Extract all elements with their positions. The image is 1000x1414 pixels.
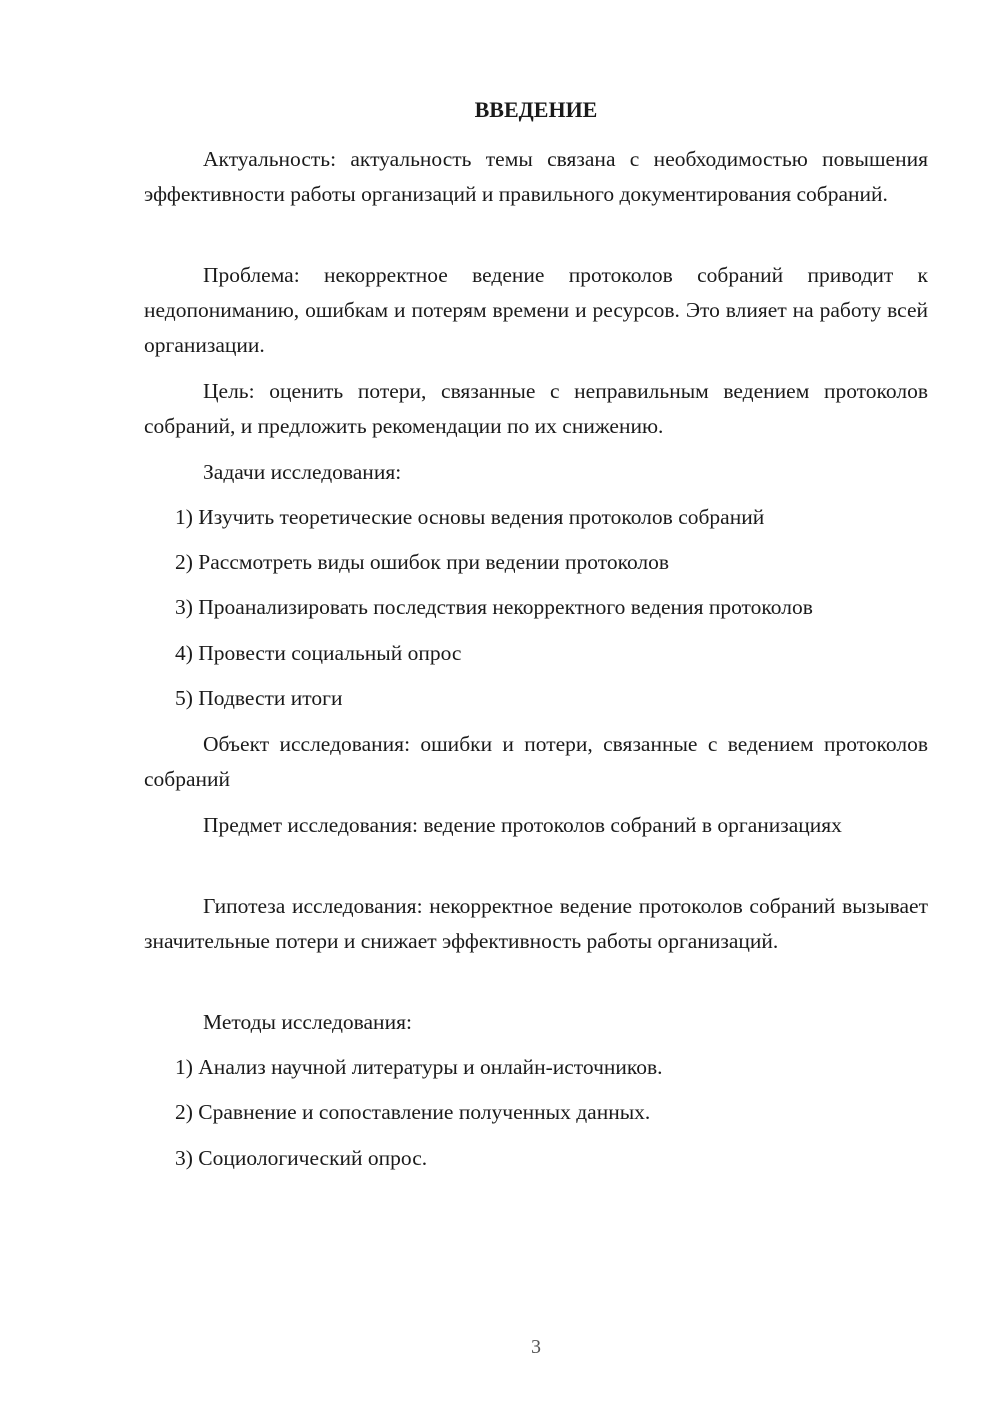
methods-heading: Методы исследования: [203, 1010, 412, 1034]
problem-paragraph: Проблема: некорректное ведение протоколов собраний приводит к недопониманию, ошибкам и потерям времени и ресурсов. Это влияет на работу всей организации. [144, 263, 928, 357]
task-item: 5) Подвести итоги [175, 686, 343, 710]
task-item: 2) Рассмотреть виды ошибок при ведении протоколов [175, 550, 670, 574]
tasks-heading: Задачи исследования: [203, 460, 402, 484]
task-item: 4) Провести социальный опрос [175, 641, 462, 665]
subject-paragraph: Предмет исследования: ведение протоколов собраний в организациях [203, 813, 842, 837]
method-item: 1) Анализ научной литературы и онлайн-источников. [175, 1055, 663, 1079]
relevance-paragraph: Актуальность: актуальность темы связана с необходимостью повышения эффективности работы организаций и правильного документирования собраний. [144, 147, 928, 206]
goal-paragraph: Цель: оценить потери, связанные с неправильным ведением протоколов собраний, и предложить рекомендации по их снижению. [144, 379, 928, 438]
hypothesis-paragraph: Гипотеза исследования: некорректное ведение протоколов собраний вызывает значительные потери и снижает эффективность работы организаций. [144, 894, 928, 953]
task-item: 3) Проанализировать последствия некорректного ведения протоколов [175, 595, 813, 619]
task-item: 1) Изучить теоретические основы ведения протоколов собраний [175, 505, 765, 529]
method-item: 3) Социологический опрос. [175, 1146, 428, 1170]
object-paragraph: Объект исследования: ошибки и потери, связанные с ведением протоколов собраний [144, 732, 928, 791]
page-number: 3 [531, 1336, 541, 1358]
method-item: 2) Сравнение и сопоставление полученных данных. [175, 1100, 651, 1124]
page-title: ВВЕДЕНИЕ [474, 97, 598, 122]
